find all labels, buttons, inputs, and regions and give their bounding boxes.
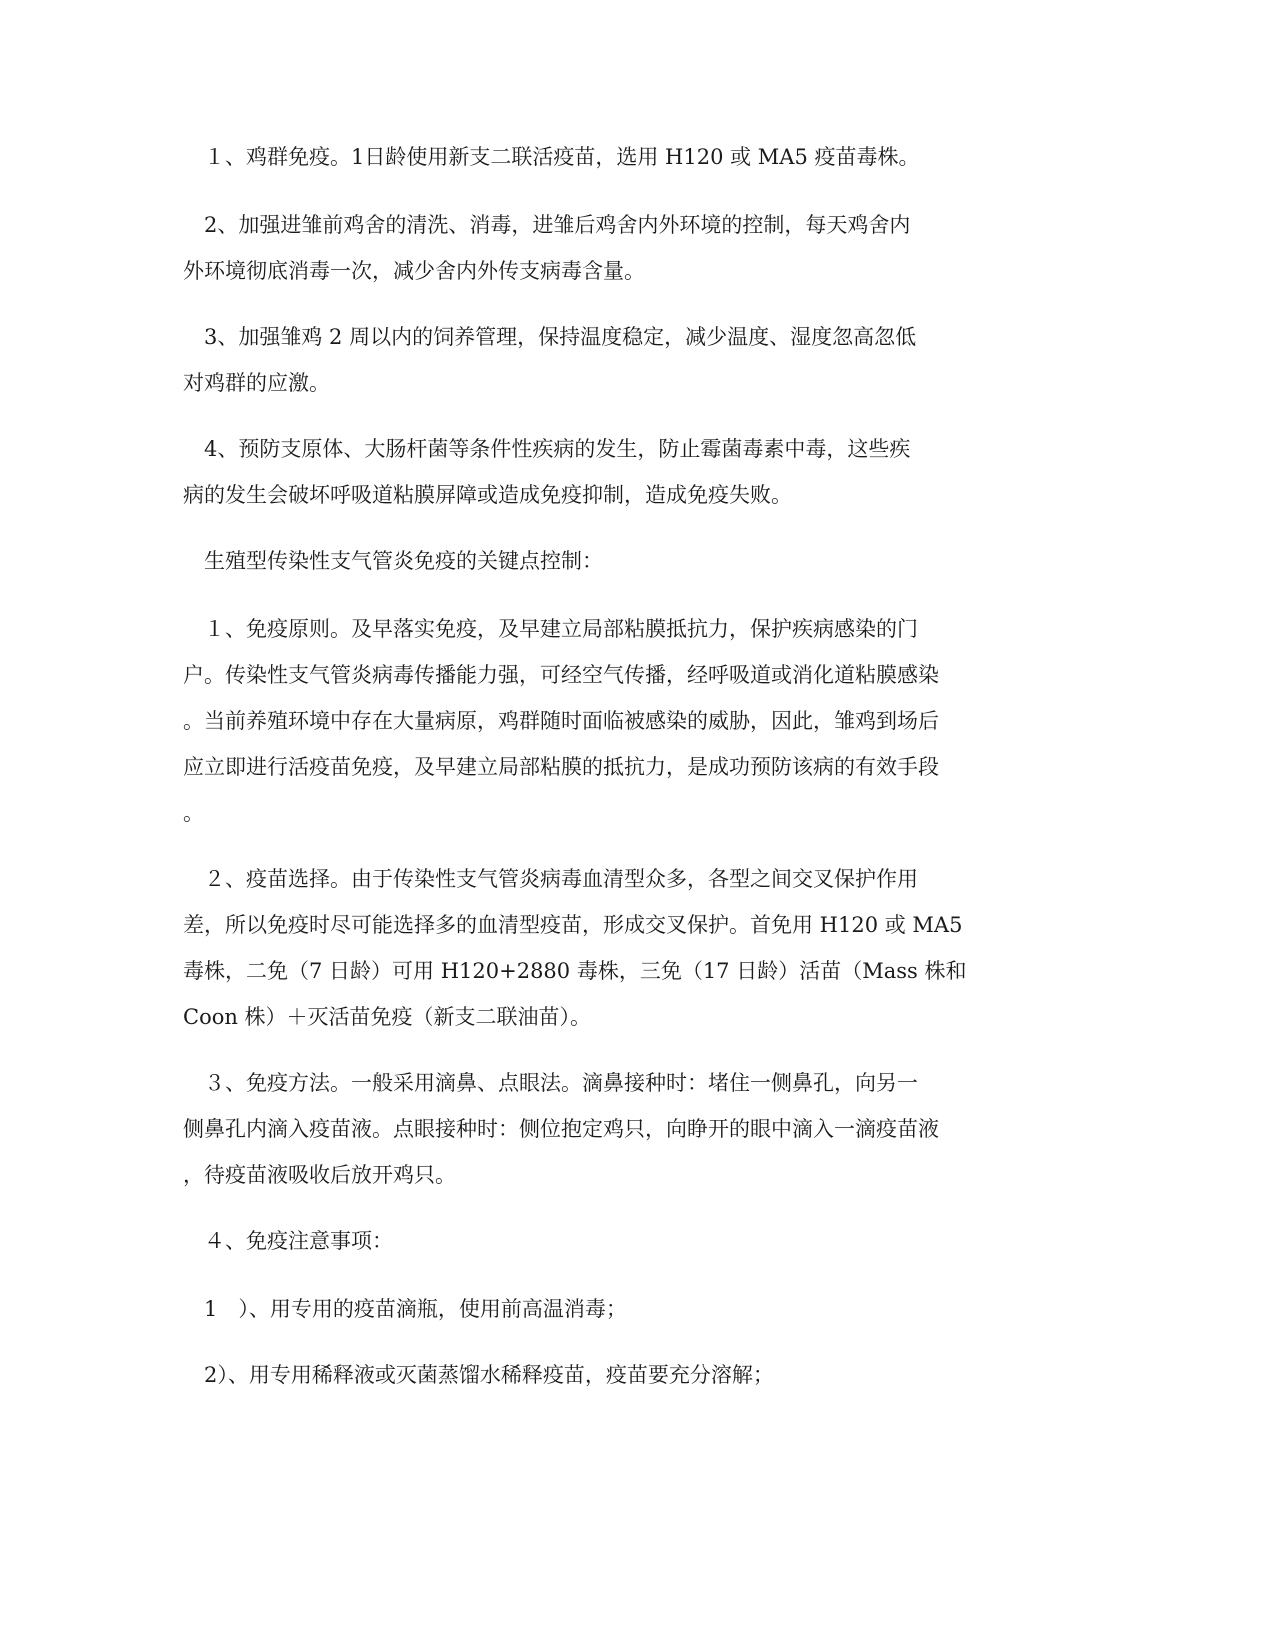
text-line: 户。传染性支气管炎病毒传播能力强，可经空气传播，经呼吸道或消化道粘膜感染 (183, 663, 939, 687)
paragraph-4 (183, 426, 1075, 518)
paragraph-7 (183, 856, 1075, 1040)
text-line: 。 (183, 801, 204, 825)
paragraph-6 (183, 606, 1075, 836)
text-line: 生殖型传染性支气管炎免疫的关键点控制： (183, 549, 603, 573)
text-line: ，待疫苗液吸收后放开鸡只。 (183, 1163, 456, 1187)
text-line: 应立即进行活疫苗免疫，及早建立局部粘膜的抵抗力，是成功预防该病的有效手段 (183, 755, 939, 779)
paragraph-3 (183, 314, 1075, 406)
text-line: ２、疫苗选择。由于传染性支气管炎病毒血清型众多，各型之间交叉保护作用 (183, 867, 918, 891)
text-line: 外环境彻底消毒一次，减少舍内外传支病毒含量。 (183, 259, 645, 283)
text-line: 3、加强雏鸡 2 周以内的饲养管理，保持温度稳定，减少温度、湿度忽高忽低 (183, 325, 917, 349)
text-line: 毒株，二免（7 日龄）可用 H120+2880 毒株，三免（17 日龄）活苗（Mass 株和 (183, 959, 967, 983)
paragraph-11 (183, 1352, 1075, 1398)
text-line: ３、免疫方法。一般采用滴鼻、点眼法。滴鼻接种时：堵住一侧鼻孔，向另一 (183, 1071, 918, 1095)
text-line: 。当前养殖环境中存在大量病原，鸡群随时面临被感染的威胁，因此，雏鸡到场后 (183, 709, 939, 733)
text-line: １、免疫原则。及早落实免疫，及早建立局部粘膜抵抗力，保护疾病感染的门 (183, 617, 918, 641)
text-line: ４、免疫注意事项： (183, 1229, 393, 1253)
paragraph-5 (183, 538, 1075, 584)
text-line: 病的发生会破坏呼吸道粘膜屏障或造成免疫抑制，造成免疫失败。 (183, 483, 792, 507)
text-line: Coon 株）＋灭活苗免疫（新支二联油苗）。 (183, 1005, 592, 1029)
text-line: 侧鼻孔内滴入疫苗液。点眼接种时：侧位抱定鸡只，向睁开的眼中滴入一滴疫苗液 (183, 1117, 939, 1141)
text-line: 1 ）、用专用的疫苗滴瓶，使用前高温消毒； (183, 1297, 627, 1321)
text-line: １、鸡群免疫。1日龄使用新支二联活疫苗，选用 H120 或 MA5 疫苗毒株。 (183, 145, 920, 169)
paragraph-2 (183, 202, 1075, 294)
text-line: 差，所以免疫时尽可能选择多的血清型疫苗，形成交叉保护。首免用 H120 或 MA5 (183, 913, 963, 937)
paragraph-1 (183, 134, 1075, 180)
paragraph-9 (183, 1218, 1075, 1264)
paragraph-8 (183, 1060, 1075, 1198)
text-line: 2）、用专用稀释液或灭菌蒸馏水稀释疫苗，疫苗要充分溶解； (183, 1363, 774, 1387)
text-line: 对鸡群的应激。 (183, 371, 330, 395)
paragraph-10 (183, 1286, 1075, 1332)
text-line: 4、预防支原体、大肠杆菌等条件性疾病的发生，防止霉菌毒素中毒，这些疾 (183, 437, 911, 461)
text-line: 2、加强进雏前鸡舍的清洗、消毒，进雏后鸡舍内外环境的控制，每天鸡舍内 (183, 213, 911, 237)
